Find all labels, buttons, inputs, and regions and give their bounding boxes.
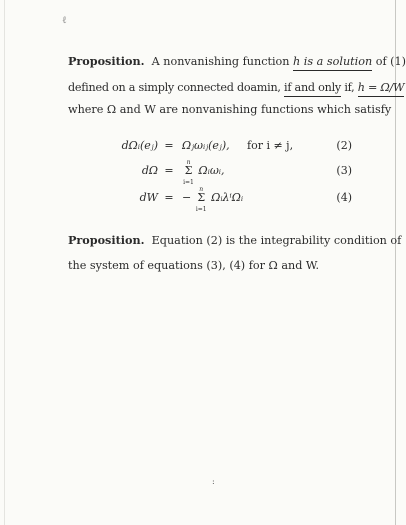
eq4-minus: − [182,191,192,204]
eq2-lhs: dΩᵢ(eⱼ) [121,139,158,152]
prop1-line2-a: defined on a simply connected doamin, [68,81,281,94]
page-edge-left [4,0,5,525]
prop2-heading: Proposition. [68,233,145,247]
prop2-line2: the system of equations (3), (4) for Ω and W. [68,259,320,272]
prop1-heading: Proposition. [68,54,145,68]
eq3-sum-lower: i=1 [183,179,194,186]
eq3-number: (3) [336,164,352,177]
prop1-line2 [68,82,404,94]
prop1-line2-b: if, [344,81,355,94]
page-edge-right [395,0,396,525]
footer-mark: : [212,477,215,486]
eq2-equals: = [164,139,174,152]
eq4-rhs-group [182,186,244,213]
prop1-formula: h = Ω/W [357,81,405,94]
eq3-rhs-group [182,159,225,186]
eq4-sum-lower: i=1 [195,206,207,213]
prop2-line1-text: Equation (2) is the integrability condition of [151,234,402,247]
prop1-text-a: A nonvanishing function [151,55,290,68]
eq4-equals: = [164,191,174,204]
prop1-underlined-iff: if and only [284,81,341,94]
eq3-lhs: dΩ [141,164,158,177]
eq2-number: (2) [336,139,352,152]
eq4-lhs: dW [139,191,158,204]
eq4-rhs: ΩᵢλⁱΩᵢ [211,191,244,204]
eq4-sum-symbol: n Σ i=1 [195,192,208,204]
eq4-number: (4) [336,191,352,204]
eq3-equals: = [164,164,174,177]
eq3-rhs: Ωᵢωᵢ, [198,164,225,177]
eq3-sum-upper: n [186,159,191,166]
prop1-line3: where Ω and W are nonvanishing functions which satisfy [68,103,392,116]
eq4-sum-upper: n [199,186,204,193]
eq2-condition: for i ≠ j, [247,139,294,152]
prop2-line1 [68,234,401,247]
scan-speck: ℓ [62,15,67,26]
prop1-text-b: of (1) [375,55,406,68]
prop1-line1 [68,55,406,68]
eq2-rhs: Ωⱼωᵢⱼ(eⱼ), [182,139,230,152]
eq3-sum-symbol: n Σ i=1 [182,165,195,177]
prop1-underlined-solution: h is a solution [293,55,373,68]
